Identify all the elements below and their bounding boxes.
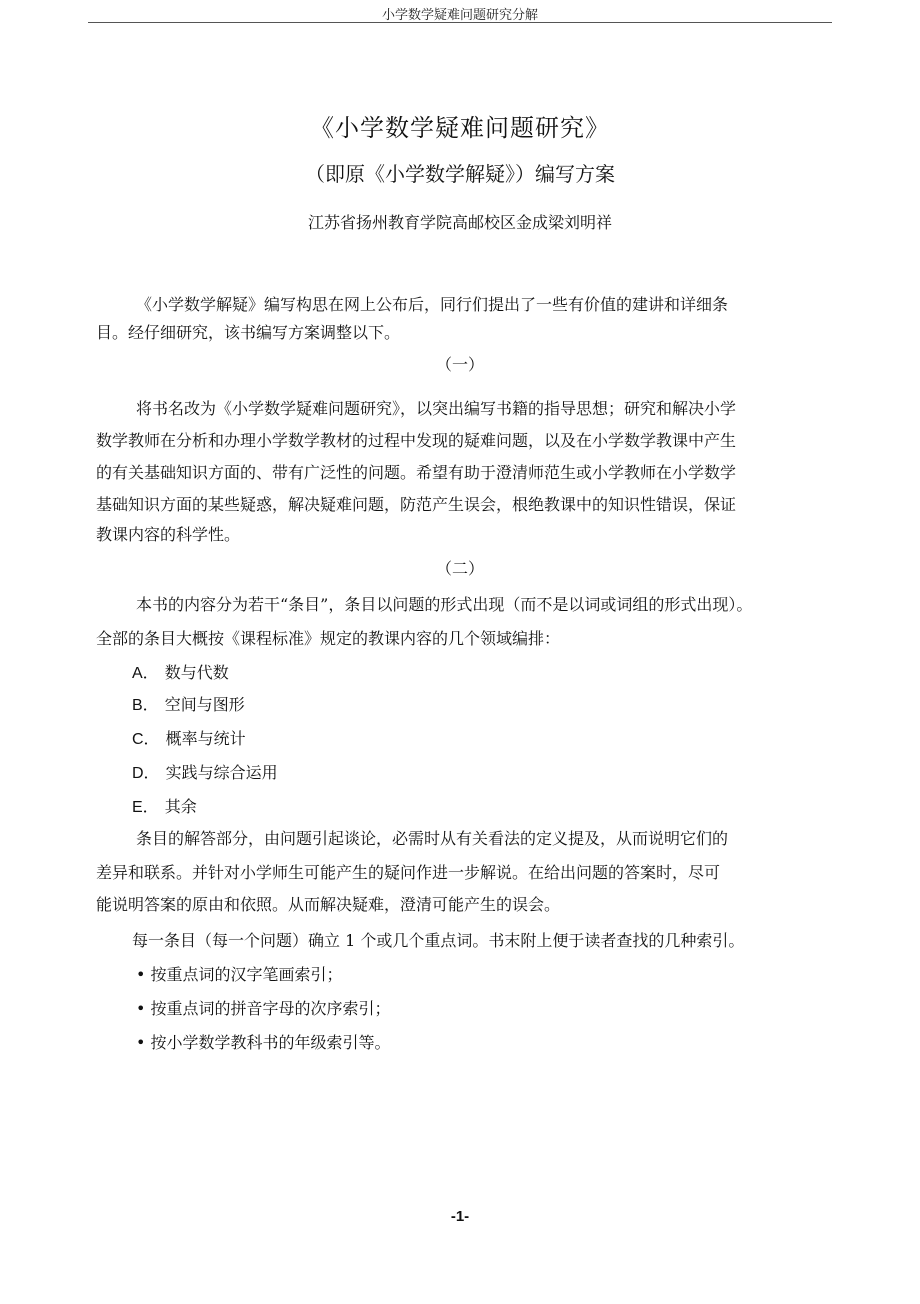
list-item: [132, 692, 245, 715]
list-text: 空间与图形: [164, 695, 245, 714]
list-text: 概率与统计: [165, 729, 246, 748]
answer-line: 差异和联系。并针对小学师生可能产生的疑问作进一步解说。在给出问题的答案时，尽可: [96, 863, 721, 882]
document-subtitle: （即原《小学数学解疑》）编写方案: [305, 162, 615, 186]
list-item: [132, 726, 246, 749]
answer-line: 条目的解答部分，由问题引起谈论，必需时从有关看法的定义提及，从而说明它们的: [136, 829, 729, 848]
list-marker: B．: [132, 697, 159, 714]
list-marker: E．: [132, 799, 159, 816]
section-1-line: 的有关基础知识方面的、带有广泛性的问题。希望有助于澄清师范生或小学教师在小学数学: [96, 463, 737, 482]
intro-line: 目。经仔细研究，该书编写方案调整以下。: [96, 323, 401, 342]
author-line: 江苏省扬州教育学院高邮校区金成梁刘明祥: [307, 213, 612, 232]
index-item: • 按小学数学教科书的年级索引等。: [136, 1033, 391, 1052]
index-item: • 按重点词的拼音字母的次序索引；: [136, 999, 391, 1018]
page-number: -1-: [450, 1208, 470, 1225]
list-text: 其余: [164, 797, 197, 816]
section-1-line: 教课内容的科学性。: [96, 525, 241, 544]
list-marker: D．: [132, 765, 160, 782]
list-text: 实践与综合运用: [165, 763, 278, 782]
keyword-line: 每一条目（每一个问题）确立 1 个或几个重点词。书末附上便于读者查找的几种索引。: [132, 931, 745, 950]
section-2-heading: （二）: [435, 559, 484, 578]
list-item: [132, 660, 229, 683]
section-1-line: 将书名改为《小学数学疑难问题研究》，以突出编写书籍的指导思想；研究和解决小学: [136, 399, 737, 418]
answer-line: 能说明答案的原由和依照。从而解决疑难，澄清可能产生的误会。: [96, 895, 561, 914]
section-2-line: 本书的内容分为若干“条目”，条目以问题的形式出现（而不是以词或词组的形式出现）。: [136, 595, 753, 614]
document-title: 《小学数学疑难问题研究》: [310, 114, 610, 142]
list-text: 数与代数: [164, 663, 229, 682]
intro-line: 《小学数学解疑》编写构思在网上公布后，同行们提出了一些有价值的建讲和详细条: [136, 295, 729, 314]
section-1-line: 数学教师在分析和办理小学数学教材的过程中发现的疑难问题，以及在小学数学教课中产生: [96, 431, 737, 450]
list-marker: A．: [132, 665, 159, 682]
list-item: [132, 760, 278, 783]
section-1-heading: （一）: [435, 355, 484, 374]
section-2-line: 全部的条目大概按《课程标准》规定的教课内容的几个领域编排：: [96, 629, 561, 648]
index-item: • 按重点词的汉字笔画索引；: [136, 965, 343, 984]
list-marker: C．: [132, 731, 160, 748]
running-header: 小学数学疑难问题研究分解: [381, 8, 538, 23]
header-rule: [88, 22, 832, 23]
list-item: [132, 794, 197, 817]
section-1-line: 基础知识方面的某些疑惑，解决疑难问题，防范产生误会，根绝教课中的知识性错误，保证: [96, 495, 737, 514]
